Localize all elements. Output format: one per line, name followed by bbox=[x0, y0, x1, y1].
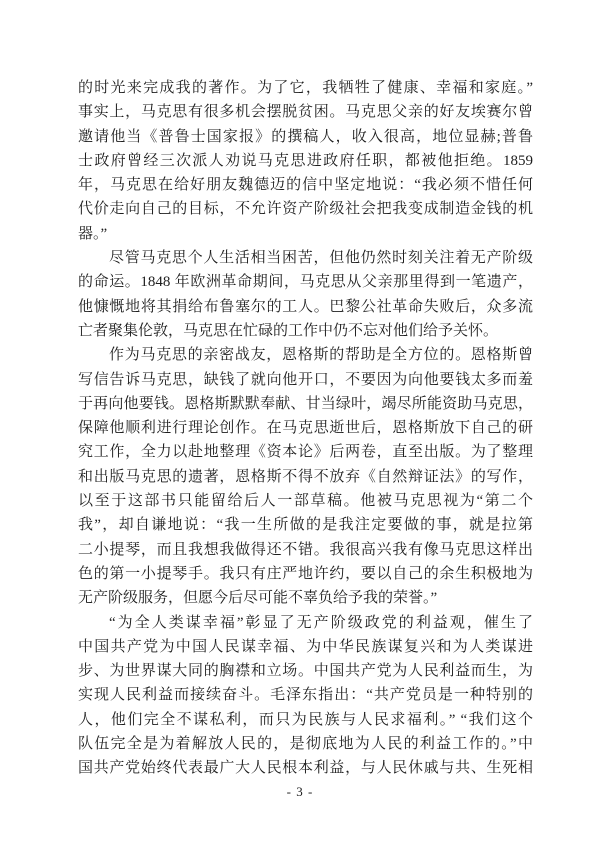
text-line: 人，他们完全不谋私利，而只为民族与人民求福利。” “我们这个 bbox=[78, 711, 533, 728]
text-line: 年，马克思在给好朋友魏德迈的信中坚定地说：“我必须不惜任何 bbox=[78, 177, 533, 194]
text-line: 于再向他要钱。恩格斯默默奉献、甘当绿叶，竭尽所能资助马克思， bbox=[78, 395, 533, 412]
text-line: 写信告诉马克思，缺钱了就向他开口，不要因为向他要钱太多而羞 bbox=[78, 371, 533, 388]
text-line: 队伍完全是为着解放人民的，是彻底地为人民的利益工作的。”中 bbox=[78, 736, 533, 753]
text-line: 的时光来完成我的著作。为了它，我牺牲了健康、幸福和家庭。” bbox=[78, 80, 533, 96]
text-line: 以至于这部书只能留给后人一部草稿。他被马克思视为“第二个 bbox=[78, 493, 533, 510]
text-line: 尽管马克思个人生活相当困苦，但他仍然时刻关注着无产阶级 bbox=[109, 250, 533, 267]
text-line: 亡者聚集伦敦，马克思在忙碌的工作中仍不忘对他们给予关怀。 bbox=[78, 322, 499, 339]
text-line: 究工作，全力以赴地整理《资本论》后两卷，直至出版。为了整理 bbox=[78, 444, 533, 461]
text-line: 色的第一小提琴手。我只有庄严地许约，要以自己的余生积极地为 bbox=[78, 565, 533, 582]
text-line: 国共产党始终代表最广大人民根本利益，与人民休戚与共、生死相 bbox=[78, 760, 533, 777]
text-line: 的命运。1848 年欧洲革命期间，马克思从父亲那里得到一笔遗产， bbox=[78, 274, 533, 291]
text-line: 器。” bbox=[78, 225, 108, 242]
text-line: 实现人民利益而接续奋斗。毛泽东指出：“共产党员是一种特别的 bbox=[78, 687, 533, 704]
text-line: 无产阶级服务，但愿今后尽可能不辜负给予我的荣誉。” bbox=[78, 590, 438, 607]
text-line: 士政府曾经三次派人劝说马克思进政府任职，都被他拒绝。1859 bbox=[78, 152, 533, 169]
text-line: 代价走向自己的目标，不允许资产阶级社会把我变成制造金钱的机 bbox=[78, 201, 533, 218]
text-line: 二小提琴，而且我想我做得还不错。我很高兴我有像马克思这样出 bbox=[78, 541, 533, 558]
text-line: 他慷慨地将其捐给布鲁塞尔的工人。巴黎公社革命失败后，众多流 bbox=[78, 298, 533, 315]
page-number: - 3 - bbox=[286, 784, 314, 799]
text-line: 步、为世界谋大同的胸襟和立场。中国共产党为人民利益而生，为 bbox=[78, 663, 533, 680]
text-line: 和出版马克思的遗著，恩格斯不得不放弃《自然辩证法》的写作， bbox=[78, 468, 533, 485]
text-line: 中国共产党为中国人民谋幸福、为中华民族谋复兴和为人类谋进 bbox=[78, 638, 533, 655]
text-line: 事实上，马克思有很多机会摆脱贫困。马克思父亲的好友埃赛尔曾 bbox=[78, 104, 533, 121]
text-line: 保障他顺利进行理论创作。在马克思逝世后，恩格斯放下自己的研 bbox=[78, 420, 533, 437]
text-line: “为全人类谋幸福”彰显了无产阶级政党的利益观，催生了 bbox=[109, 614, 533, 631]
text-line: 邀请他当《普鲁士国家报》的撰稿人，收入很高，地位显赫;普鲁 bbox=[78, 128, 533, 145]
text-line: 作为马克思的亲密战友，恩格斯的帮助是全方位的。恩格斯曾 bbox=[109, 347, 533, 364]
text-line: 我”，却自谦地说：“我一生所做的是我注定要做的事，就是拉第 bbox=[78, 517, 533, 534]
text-block bbox=[78, 76, 533, 781]
